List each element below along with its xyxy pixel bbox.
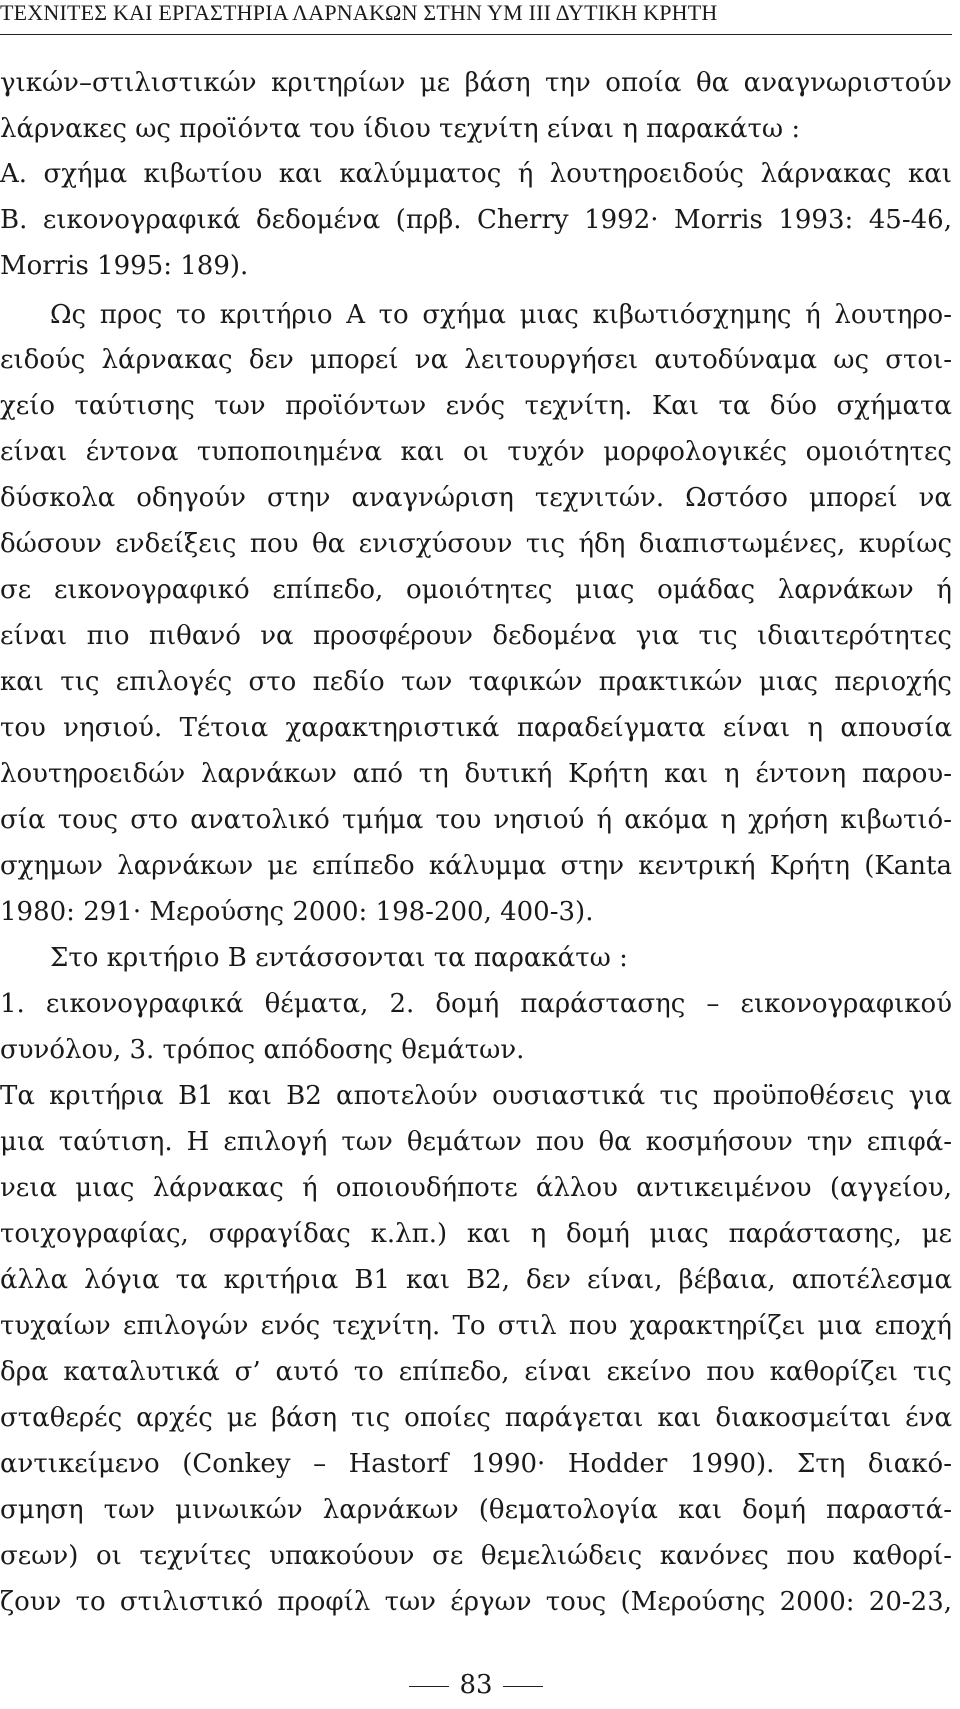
text-line: του νησιού. Τέτοια χαρακτηριστικά παραδείγματα είναι η απουσία [0, 713, 952, 743]
text-line: ζουν το στιλιστικό προφίλ των έργων τους (Μερούσης 2000: 20-23, [0, 1587, 952, 1617]
running-title: ΤΕΧΝΙΤΕΣ ΚΑΙ ΕΡΓΑΣΤΗΡΙΑ ΛΑΡΝΑΚΩΝ ΣΤΗΝ ΥΜ ΙΙΙ ΔΥΤΙΚΗ ΚΡΗΤΗ [0, 0, 718, 25]
text-line: Β. εικονογραφικά δεδομένα (πρβ. Cherry 1992· Morris 1993: 45-46, [0, 205, 952, 235]
text-line: Morris 1995: 189). [0, 251, 249, 281]
text-line: συνόλου, 3. τρόπος απόδοσης θεμάτων. [0, 1035, 525, 1065]
running-header [0, 0, 952, 35]
text-line: Ως προς το κριτήριο Α το σχήμα μιας κιβωτιόσχημης ή λουτηρο- [50, 300, 952, 330]
text-line: γικών–στιλιστικών κριτηρίων με βάση την οποία θα αναγνωριστούν [0, 68, 952, 98]
text-line: μια ταύτιση. Η επιλογή των θεμάτων που θα κοσμήσουν την επιφά- [0, 1127, 952, 1157]
text-line: νεια μιας λάρνακας ή οποιουδήποτε άλλου αντικειμένου (αγγείου, [0, 1173, 952, 1203]
text-line: Στο κριτήριο Β εντάσσονται τα παρακάτω : [50, 943, 628, 973]
text-line: άλλα λόγια τα κριτήρια Β1 και Β2, δεν είναι, βέβαια, αποτέλεσμα [0, 1265, 952, 1295]
text-line: τοιχογραφίας, σφραγίδας κ.λπ.) και η δομή μιας παράστασης, με [0, 1219, 952, 1249]
text-line: 1. εικονογραφικά θέματα, 2. δομή παράστασης – εικονογραφικού [0, 989, 952, 1019]
right-dash [503, 1686, 543, 1687]
text-line: 1980: 291· Μερούσης 2000: 198-200, 400-3). [0, 897, 594, 927]
text-line: Α. σχήμα κιβωτίου και καλύμματος ή λουτηροειδούς λάρνακας και [0, 159, 952, 189]
text-line: και τις επιλογές στο πεδίο των ταφικών πρακτικών μιας περιοχής [0, 667, 952, 697]
text-line: ειδούς λάρνακας δεν μπορεί να λειτουργήσει αυτοδύναμα ως στοι- [0, 345, 952, 375]
text-line: Τα κριτήρια Β1 και Β2 αποτελούν ουσιαστικά τις προϋποθέσεις για [0, 1081, 952, 1111]
text-line: είναι πιο πιθανό να προσφέρουν δεδομένα για τις ιδιαιτερότητες [0, 621, 952, 651]
text-line: σε εικονογραφικό επίπεδο, ομοιότητες μιας ομάδας λαρνάκων ή [0, 575, 952, 605]
text-line: δύσκολα οδηγούν στην αναγνώριση τεχνιτών. Ωστόσο μπορεί να [0, 483, 952, 513]
text-line: αντικείμενο (Conkey – Hastorf 1990· Hodder 1990). Στη διακό- [0, 1449, 952, 1479]
text-line: σεων) οι τεχνίτες υπακούουν σε θεμελιώδεις κανόνες που καθορί- [0, 1541, 952, 1571]
left-dash [409, 1686, 449, 1687]
text-line: χείο ταύτισης των προϊόντων ενός τεχνίτη. Και τα δύο σχήματα [0, 391, 952, 421]
page-number: 83 [459, 1670, 493, 1700]
text-line: είναι έντονα τυποποιημένα και οι τυχόν μορφολογικές ομοιότητες [0, 437, 952, 467]
text-line: σία τους στο ανατολικό τμήμα του νησιού ή ακόμα η χρήση κιβωτιό- [0, 805, 952, 835]
text-line: λουτηροειδών λαρνάκων από τη δυτική Κρήτη και η έντονη παρου- [0, 759, 952, 789]
text-line: σχημων λαρνάκων με επίπεδο κάλυμμα στην κεντρική Κρήτη (Kanta [0, 851, 952, 881]
text-line: δρα καταλυτικά σ’ αυτό το επίπεδο, είναι εκείνο που καθορίζει τις [0, 1357, 952, 1387]
text-line: λάρνακες ως προϊόντα του ίδιου τεχνίτη είναι η παρακάτω : [0, 114, 801, 144]
text-line: δώσουν ενδείξεις που θα ενισχύσουν τις ήδη διαπιστωμένες, κυρίως [0, 529, 952, 559]
page-footer [0, 1668, 952, 1702]
text-line: σταθερές αρχές με βάση τις οποίες παράγεται και διακοσμείται ένα [0, 1403, 952, 1433]
text-line: σμηση των μινωικών λαρνάκων (θεματολογία και δομή παραστά- [0, 1495, 952, 1525]
text-line: τυχαίων επιλογών ενός τεχνίτη. Το στιλ που χαρακτηρίζει μια εποχή [0, 1311, 952, 1341]
